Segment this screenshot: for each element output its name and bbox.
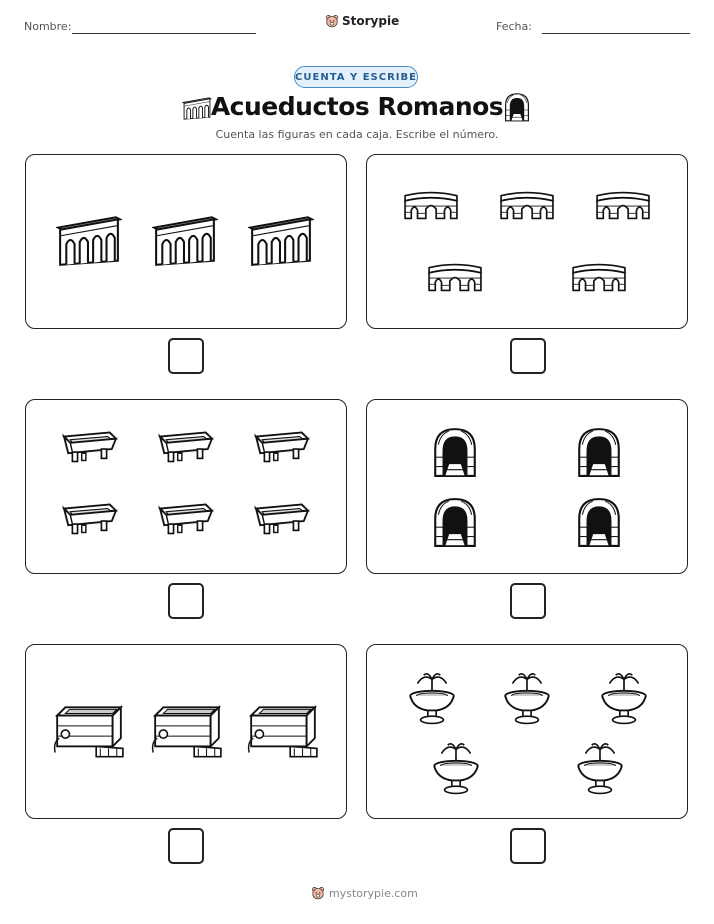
bear-logo-icon <box>311 886 325 900</box>
count-box-tunnels <box>366 399 688 574</box>
brand-logo <box>325 14 399 28</box>
count-box-fountains <box>366 644 688 819</box>
stone-bridge-icon <box>571 259 627 295</box>
answer-box-tunnels[interactable] <box>510 583 546 619</box>
date-field-line[interactable] <box>542 33 690 34</box>
tunnel-icon <box>575 426 623 478</box>
trough-icon <box>158 428 214 468</box>
answer-box-aqueducts[interactable] <box>168 338 204 374</box>
aqueduct-icon <box>248 213 314 267</box>
stone-bridge-icon <box>595 187 651 223</box>
trough-icon <box>254 428 310 468</box>
fountain-icon <box>502 669 552 725</box>
date-label: Fecha: <box>496 20 532 33</box>
aqueduct-icon <box>152 213 218 267</box>
answer-box-bridges[interactable] <box>510 338 546 374</box>
stone-bridge-icon <box>427 259 483 295</box>
tunnel-icon <box>431 496 479 548</box>
count-box-aqueducts <box>25 154 347 329</box>
footer <box>311 886 418 900</box>
bear-logo-icon <box>325 14 339 28</box>
cistern-icon <box>149 703 225 761</box>
fountain-icon <box>599 669 649 725</box>
brand-name: Storypie <box>342 14 400 28</box>
tunnel-icon <box>431 426 479 478</box>
fountain-icon <box>431 739 481 795</box>
instructions: Cuenta las figuras en cada caja. Escribe el número. <box>215 128 499 141</box>
name-label: Nombre: <box>24 20 72 33</box>
tunnel-icon <box>575 496 623 548</box>
answer-box-fountains[interactable] <box>510 828 546 864</box>
cistern-icon <box>51 703 127 761</box>
aqueduct-icon <box>56 213 122 267</box>
cistern-icon <box>245 703 321 761</box>
trough-icon <box>254 500 310 540</box>
trough-icon <box>62 500 118 540</box>
page-title: Acueductos Romanos <box>210 92 504 121</box>
trough-icon <box>158 500 214 540</box>
answer-box-cisterns[interactable] <box>168 828 204 864</box>
count-box-cisterns <box>25 644 347 819</box>
stone-bridge-icon <box>499 187 555 223</box>
footer-url[interactable]: mystorypie.com <box>329 886 418 900</box>
tunnel-icon <box>503 92 531 122</box>
answer-box-troughs[interactable] <box>168 583 204 619</box>
count-box-bridges <box>366 154 688 329</box>
fountain-icon <box>575 739 625 795</box>
stone-bridge-icon <box>403 187 459 223</box>
fountain-icon <box>407 669 457 725</box>
trough-icon <box>62 428 118 468</box>
name-field-line[interactable] <box>72 33 256 34</box>
count-box-troughs <box>25 399 347 574</box>
worksheet-tag: CUENTA Y ESCRIBE <box>294 66 418 88</box>
